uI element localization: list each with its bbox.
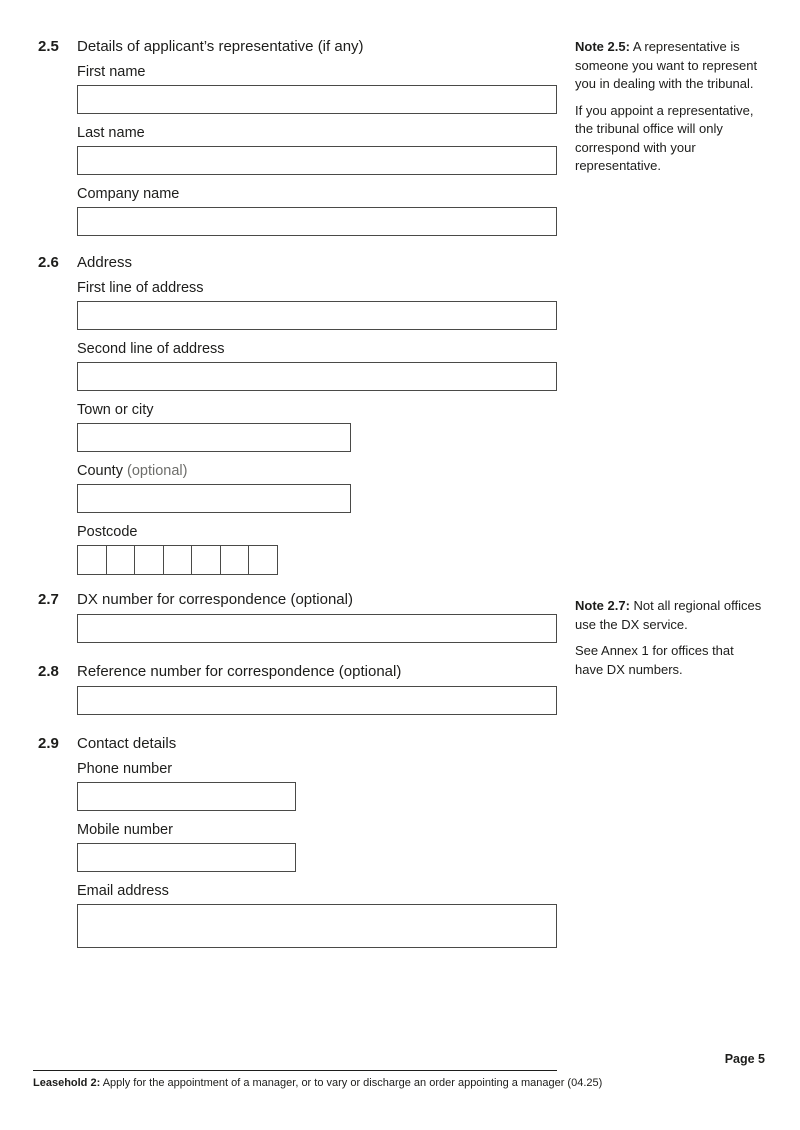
footer-form-title: Leasehold 2: Apply for the appointment of a manager, or to vary or discharge an order appointing a manager (04.25) (33, 1077, 603, 1089)
postcode-cell-4[interactable] (163, 545, 193, 575)
section-2-5-heading (38, 38, 560, 56)
section-2-9 (38, 735, 560, 948)
last-name-input[interactable] (77, 146, 557, 175)
note-2-5-paragraph-2: If you appoint a representative, the tribunal office will only correspond with your representative. (575, 102, 754, 173)
postcode-cell-6[interactable] (220, 545, 250, 575)
county-label: County (optional) (77, 463, 188, 479)
note-2-7-label: Note 2.7: (575, 598, 630, 613)
last-name-label: Last name (77, 125, 145, 141)
note-2-7 (575, 597, 765, 687)
section-number: 2.6 (38, 254, 59, 271)
section-title: Contact details (77, 735, 177, 752)
note-2-7-paragraph-1: Note 2.7: Not all regional offices use the DX service. (575, 598, 762, 632)
first-name-input[interactable] (77, 85, 557, 114)
postcode-cell-5[interactable] (191, 545, 221, 575)
company-name-label: Company name (77, 186, 180, 202)
page-number: Page 5 (724, 1052, 765, 1066)
note-2-5-paragraph-1: Note 2.5: A representative is someone you want to represent you in dealing with the tribunal. (575, 39, 758, 91)
postcode-cell-7[interactable] (248, 545, 278, 575)
section-2-6-heading (38, 254, 560, 272)
address-line-2-input[interactable] (77, 362, 557, 391)
section-number: 2.9 (38, 735, 59, 752)
county-input[interactable] (77, 484, 351, 513)
section-title: Details of applicant’s representative (if any) (77, 38, 364, 55)
email-address-label: Email address (77, 883, 169, 899)
town-or-city-input[interactable] (77, 423, 351, 452)
county-optional-hint: (optional) (126, 463, 188, 479)
footer-form-name: Leasehold 2: (33, 1077, 101, 1089)
company-name-input[interactable] (77, 207, 557, 236)
town-or-city-label: Town or city (77, 402, 154, 418)
postcode-cell-2[interactable] (106, 545, 136, 575)
section-number: 2.7 (38, 591, 59, 608)
note-2-5 (575, 38, 765, 184)
note-2-5-label: Note 2.5: (575, 39, 630, 54)
section-title: DX number for correspondence (optional) (77, 591, 353, 608)
mobile-number-input[interactable] (77, 843, 296, 872)
footer-divider (33, 1070, 557, 1071)
note-2-7-paragraph-2: See Annex 1 for offices that have DX numbers. (575, 643, 734, 677)
address-line-1-label: First line of address (77, 280, 204, 296)
address-line-2-label: Second line of address (77, 341, 225, 357)
section-2-7 (38, 591, 560, 643)
address-line-1-input[interactable] (77, 301, 557, 330)
section-number: 2.5 (38, 38, 59, 55)
email-address-input[interactable] (77, 904, 557, 948)
section-title: Reference number for correspondence (optional) (77, 663, 402, 680)
postcode-cell-1[interactable] (77, 545, 107, 575)
dx-number-input[interactable] (77, 614, 557, 643)
section-number: 2.8 (38, 663, 59, 680)
postcode-cell-3[interactable] (134, 545, 164, 575)
postcode-input (77, 545, 560, 575)
section-2-5 (38, 38, 560, 236)
section-2-7-heading (38, 591, 560, 609)
reference-number-input[interactable] (77, 686, 557, 715)
section-2-8 (38, 663, 560, 715)
phone-number-label: Phone number (77, 761, 173, 777)
phone-number-input[interactable] (77, 782, 296, 811)
section-2-8-heading (38, 663, 560, 681)
section-2-9-heading (38, 735, 560, 753)
section-2-6 (38, 254, 560, 575)
first-name-label: First name (77, 64, 146, 80)
mobile-number-label: Mobile number (77, 822, 173, 838)
postcode-label: Postcode (77, 524, 138, 540)
section-title: Address (77, 254, 133, 271)
